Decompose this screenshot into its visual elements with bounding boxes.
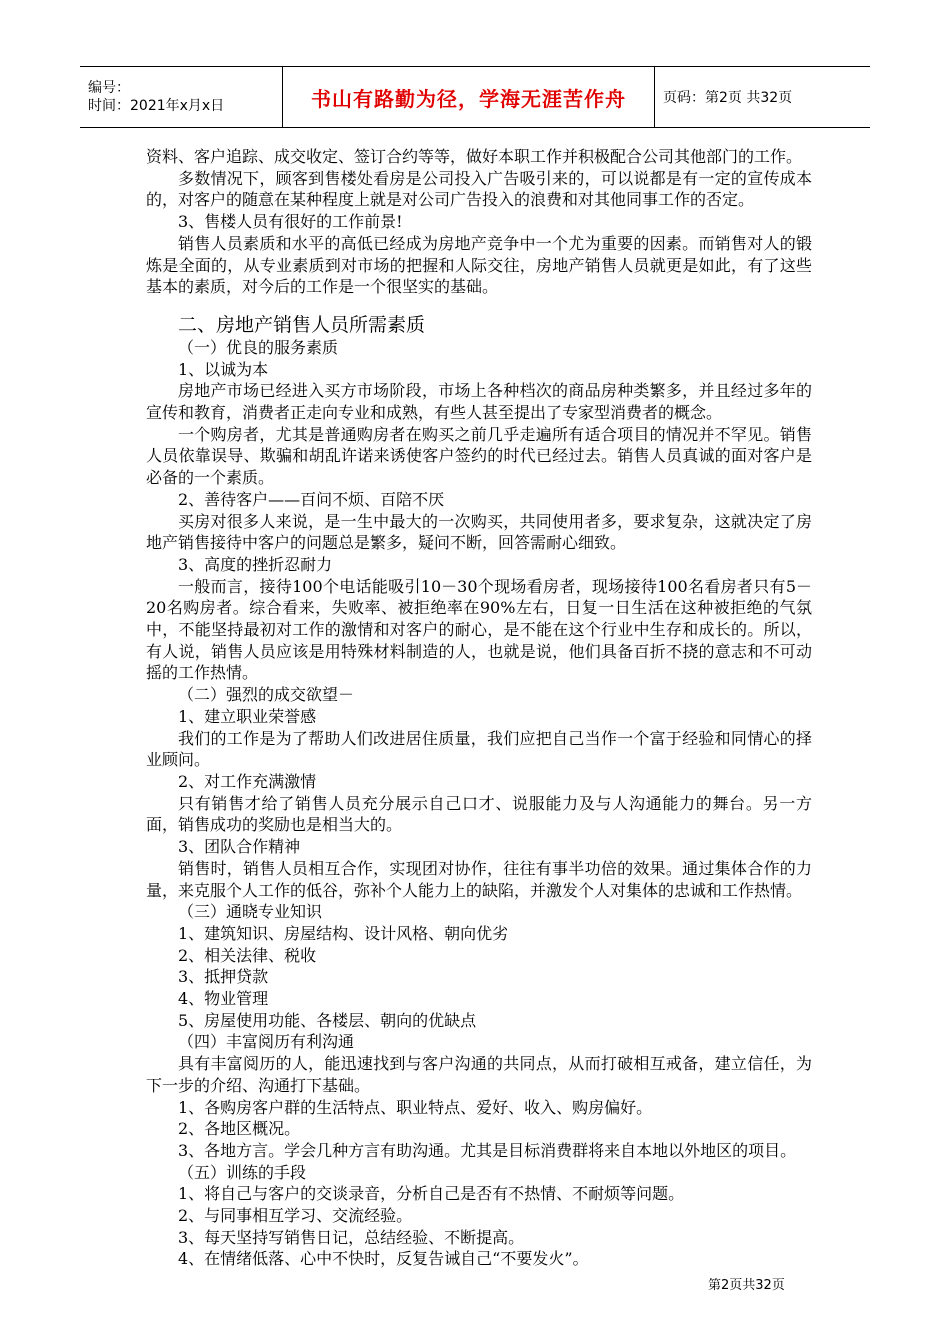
- list-item: 4、物业管理: [178, 989, 269, 1009]
- paragraph: 房地产市场已经进入买方市场阶段，市场上各种档次的商品房种类繁多，并且经过多年的宣传和教育，消费者正走向专业和成熟，有些人甚至提出了专家型消费者的概念。: [146, 381, 812, 423]
- item-heading: 3、团队合作精神: [178, 837, 301, 857]
- paragraph: 一个购房者，尤其是普通购房者在购买之前几乎走遍所有适合项目的情况并不罕见。销售人员依靠误导、欺骗和胡乱许诺来诱使客户签约的时代已经过去。销售人员真诚的面对客户是必备的一个素质。: [146, 424, 812, 488]
- item-heading: 2、善待客户——百问不烦、百陪不厌: [178, 489, 445, 509]
- paragraph: 只有销售才给了销售人员充分展示自己口才、说服能力及与人沟通能力的舞台。另一方面，销售成功的奖励也是相当大的。: [146, 793, 812, 835]
- subsection-heading: （五）训练的手段: [178, 1162, 307, 1182]
- header-page-code-text: 页码：第2页 共32页: [663, 90, 793, 106]
- list-item: 3、各地方言。学会几种方言有助沟通。尤其是目标消费群将来自本地以外地区的项目。: [178, 1140, 797, 1160]
- subsection-heading: （三）通晓专业知识: [178, 902, 323, 922]
- list-item: 3、抵押贷款: [178, 967, 269, 987]
- item-heading: 2、对工作充满激情: [178, 771, 317, 791]
- list-item: 1、各购房客户群的生活特点、职业特点、爱好、收入、购房偏好。: [178, 1097, 653, 1117]
- list-item: 4、在情绪低落、心中不快时，反复告诫自己“不要发火”。: [178, 1249, 589, 1269]
- paragraph: 销售人员素质和水平的高低已经成为房地产竞争中一个尤为重要的因素。而销售对人的锻炼是全面的，从专业素质到对市场的把握和人际交往，房地产销售人员就更是如此，有了这些基本的素质，对今后的工作是一个很坚实的基础。: [146, 233, 812, 297]
- item-heading: 1、以诚为本: [178, 359, 269, 379]
- subsection-heading: 3、售楼人员有很好的工作前景!: [178, 212, 403, 232]
- list-item: 2、与同事相互学习、交流经验。: [178, 1206, 413, 1226]
- subsection-heading: （二）强烈的成交欲望－: [178, 685, 355, 705]
- paragraph: 我们的工作是为了帮助人们改进居住质量，我们应把自己当作一个富于经验和同情心的择业顾问。: [146, 728, 812, 770]
- paragraph: 销售时，销售人员相互合作，实现团对协作，往往有事半功倍的效果。通过集体合作的力量，来克服个人工作的低谷，弥补个人能力上的缺陷，并激发个人对集体的忠诚和工作热情。: [146, 858, 812, 900]
- subsection-heading: （四）丰富阅历有利沟通: [178, 1032, 355, 1052]
- page-footer: [708, 1274, 785, 1293]
- footer-page-label: 第2页共32页: [708, 1278, 785, 1293]
- list-item: 2、各地区概况。: [178, 1119, 301, 1139]
- subsection-heading: （一）优良的服务素质: [178, 337, 339, 357]
- header-meta: [80, 67, 283, 127]
- paragraph: 多数情况下，顾客到售楼处看房是公司投入广告吸引来的，可以说都是有一定的宣传成本的，对客户的随意在某种程度上就是对公司广告投入的浪费和对其他同事工作的否定。: [146, 168, 812, 210]
- paragraph: 资料、客户追踪、成交收定、签订合约等等，做好本职工作并积极配合公司其他部门的工作。: [146, 147, 803, 166]
- paragraph: 一般而言，接待100个电话能吸引10－30个现场看房者，现场接待100名看房者只有5－20名购房者。综合看来，失败率、被拒绝率在90%左右，日复一日生活在这种被拒绝的气氛中，不能坚持最初对工作的激情和对客户的耐心，是不能在这个行业中生存和成长的。所以，有人说，销售人员应该是用特殊材料制造的人，也就是说，他们具备百折不挠的意志和不可动摇的工作热情。: [146, 576, 812, 683]
- document-body: [146, 146, 812, 1270]
- list-item: 2、相关法律、税收: [178, 945, 317, 965]
- page-header: [80, 66, 870, 128]
- list-item: 3、每天坚持写销售日记，总结经验、不断提高。: [178, 1227, 525, 1247]
- header-motto-text: 书山有路勤为径，学海无涯苦作舟: [311, 86, 626, 111]
- item-heading: 3、高度的挫折忍耐力: [178, 554, 333, 574]
- paragraph: 买房对很多人来说，是一生中最大的一次购买，共同使用者多，要求复杂，这就决定了房地产销售接待中客户的问题总是繁多，疑问不断，回答需耐心细致。: [146, 511, 812, 553]
- list-item: 1、将自己与客户的交谈录音，分析自己是否有不热情、不耐烦等问题。: [178, 1184, 685, 1204]
- list-item: 1、建筑知识、房屋结构、设计风格、朝向优劣: [178, 923, 509, 943]
- header-number-label: 编号：: [88, 80, 130, 96]
- header-motto: [283, 67, 655, 127]
- list-item: 5、房屋使用功能、各楼层、朝向的优缺点: [178, 1010, 477, 1030]
- header-page-code: [655, 67, 870, 127]
- header-time-label: 时间：2021年x月x日: [88, 98, 225, 114]
- paragraph: 具有丰富阅历的人，能迅速找到与客户沟通的共同点，从而打破相互戒备，建立信任，为下一步的介绍、沟通打下基础。: [146, 1054, 812, 1095]
- item-heading: 1、建立职业荣誉感: [178, 706, 317, 726]
- section-heading: 二、房地产销售人员所需素质: [178, 313, 426, 336]
